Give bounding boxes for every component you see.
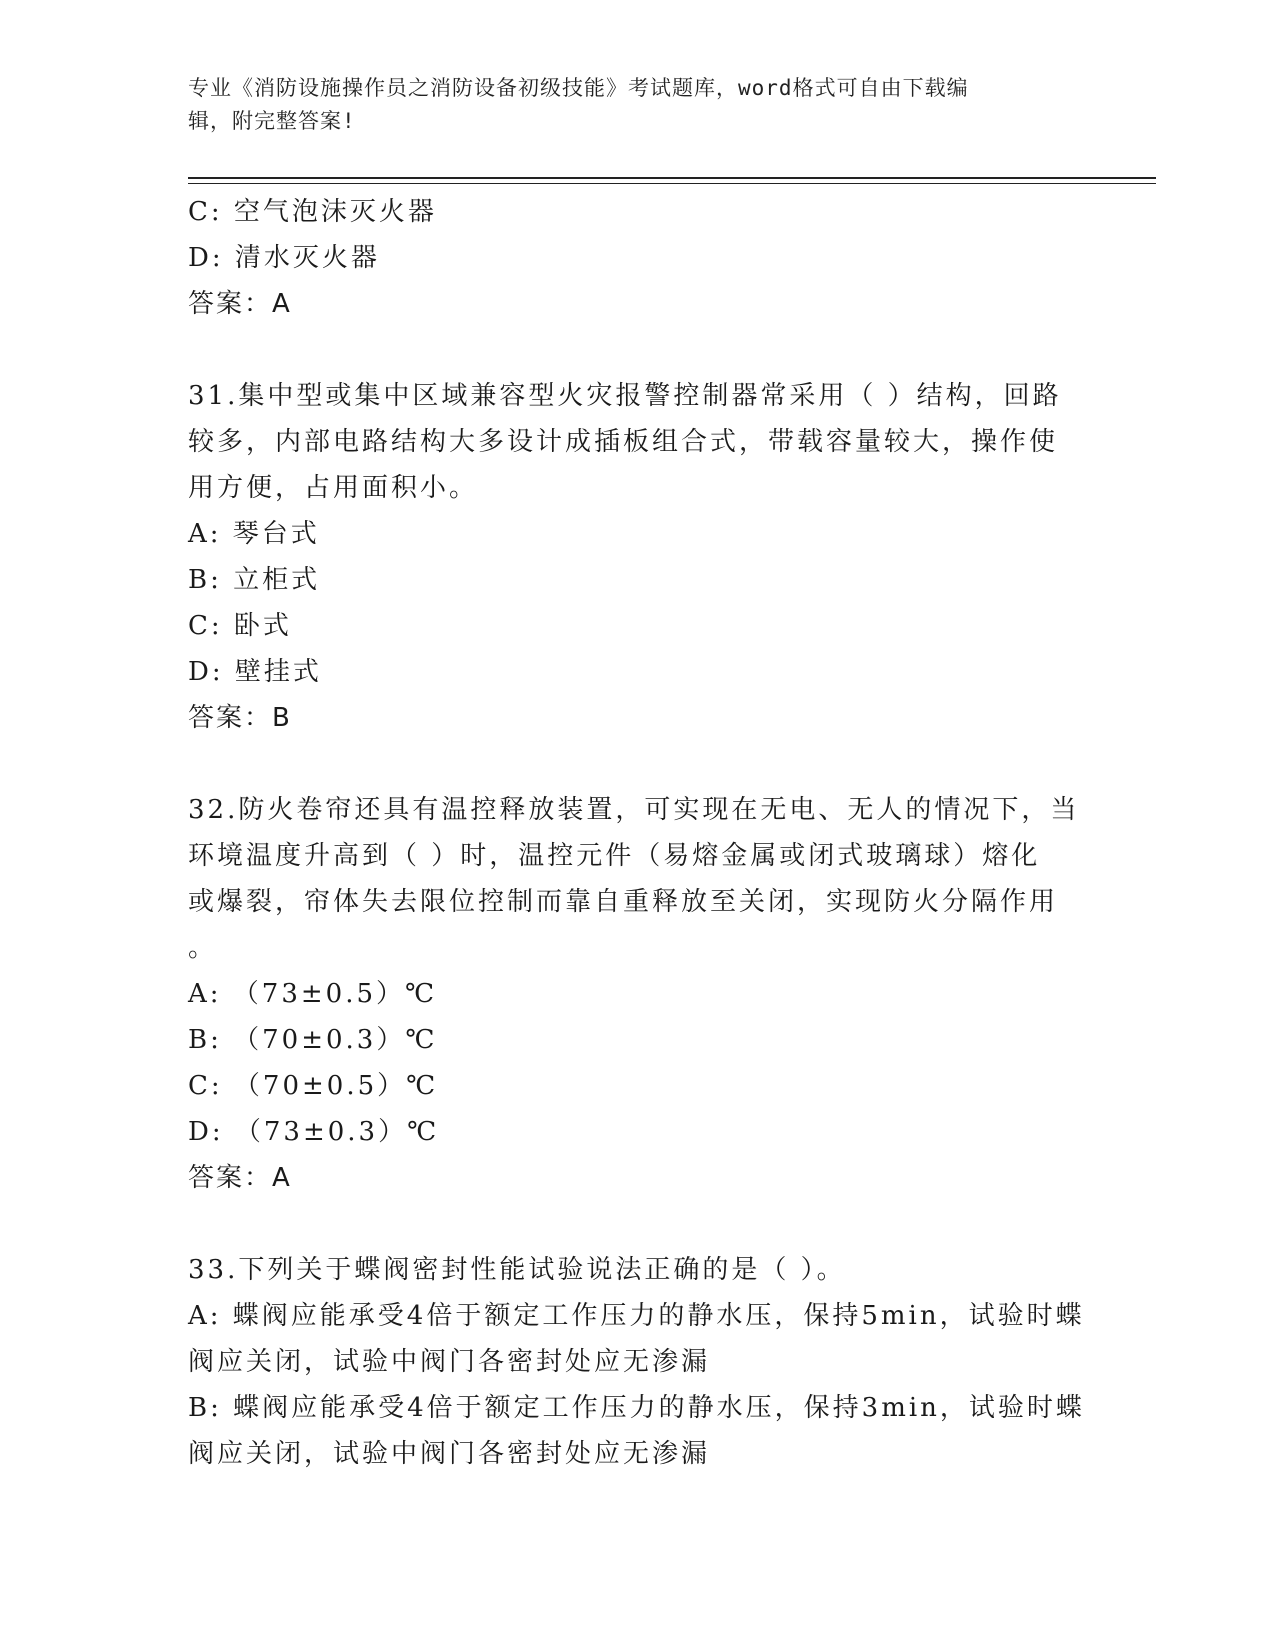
question-32 xyxy=(188,787,1088,1201)
answer-line: 答案：A xyxy=(188,1163,292,1193)
document-body xyxy=(188,189,1088,1477)
option-a: A: （73±0.5）℃ xyxy=(188,979,438,1009)
option-b: B: 立柜式 xyxy=(188,565,321,595)
option-c: C: （70±0.5）℃ xyxy=(188,1071,439,1101)
question-31 xyxy=(188,373,1088,741)
question-stem-line: 较多，内部电路结构大多设计成插板组合式，带载容量较大，操作使 xyxy=(188,427,1059,457)
option-d: D: 清水灭火器 xyxy=(188,243,380,273)
question-stem-line: 32.防火卷帘还具有温控释放装置，可实现在无电、无人的情况下，当 xyxy=(188,795,1080,825)
page-header xyxy=(188,72,1068,138)
header-line-1: 专业《消防设施操作员之消防设备初级技能》考试题库，word格式可自由下载编 xyxy=(188,76,969,100)
question-stem-line: 或爆裂，帘体失去限位控制而靠自重释放至关闭，实现防火分隔作用 xyxy=(188,887,1059,917)
question-stem-line: 。 xyxy=(188,933,218,963)
option-b: B: 蝶阀应能承受4倍于额定工作压力的静水压，保持3min，试验时蝶 xyxy=(188,1393,1085,1423)
option-c: C: 卧式 xyxy=(188,611,292,641)
option-b-continued: 阀应关闭，试验中阀门各密封处应无渗漏 xyxy=(188,1439,711,1469)
question-33 xyxy=(188,1247,1088,1477)
spacer xyxy=(188,327,1088,373)
spacer xyxy=(188,1201,1088,1247)
answer-line: 答案：A xyxy=(188,289,292,319)
question-stem-line: 环境温度升高到（ ）时，温控元件（易熔金属或闭式玻璃球）熔化 xyxy=(188,841,1041,871)
spacer xyxy=(188,741,1088,787)
answer-line: 答案：B xyxy=(188,703,292,733)
option-d: D: 壁挂式 xyxy=(188,657,322,687)
question-stem-line: 33.下列关于蝶阀密封性能试验说法正确的是（ ）。 xyxy=(188,1255,846,1285)
prev-question-block xyxy=(188,189,1088,327)
header-line-2: 辑，附完整答案! xyxy=(188,109,356,133)
option-a: A: 琴台式 xyxy=(188,519,320,549)
option-a-continued: 阀应关闭，试验中阀门各密封处应无渗漏 xyxy=(188,1347,711,1377)
header-rule-thick xyxy=(188,177,1156,179)
question-stem-line: 用方便，占用面积小。 xyxy=(188,473,479,503)
option-c: C: 空气泡沫灭火器 xyxy=(188,197,437,227)
header-rule-thin xyxy=(188,183,1156,184)
option-d: D: （73±0.3）℃ xyxy=(188,1117,440,1147)
option-b: B: （70±0.3）℃ xyxy=(188,1025,438,1055)
option-a: A: 蝶阀应能承受4倍于额定工作压力的静水压，保持5min，试验时蝶 xyxy=(188,1301,1085,1331)
question-stem-line: 31.集中型或集中区域兼容型火灾报警控制器常采用（ ）结构，回路 xyxy=(188,381,1062,411)
